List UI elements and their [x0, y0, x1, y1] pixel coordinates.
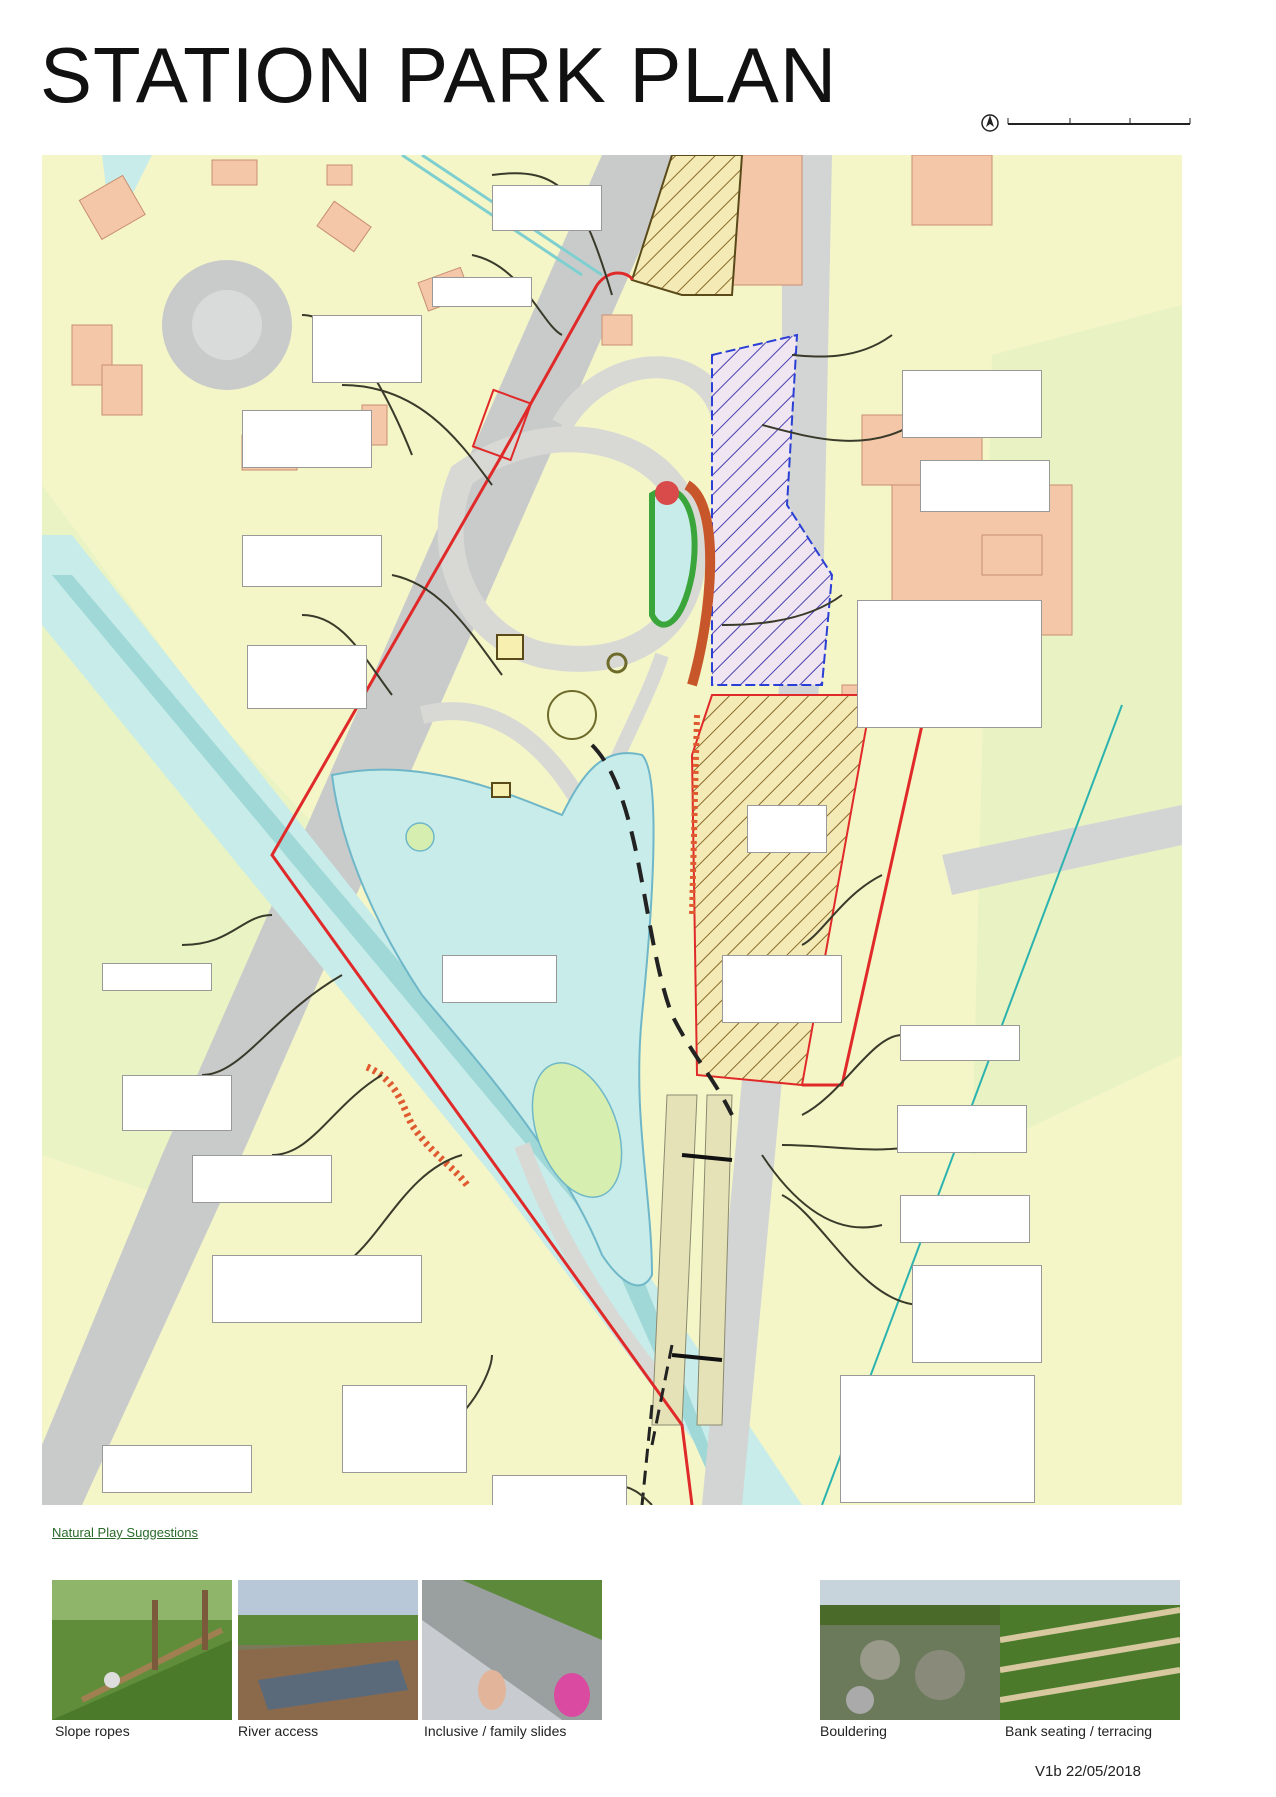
annotation-note [442, 955, 557, 1003]
annotation-note [312, 315, 422, 383]
bouldering-photo [820, 1580, 1000, 1720]
natural-play-label: Natural Play Suggestions [52, 1525, 198, 1540]
annotation-note [492, 185, 602, 231]
annotation-note [900, 1025, 1020, 1061]
annotation-note [102, 963, 212, 991]
annotation-note [840, 1375, 1035, 1503]
annotation-note [122, 1075, 232, 1131]
photo-caption: River access [238, 1723, 319, 1739]
inclusive-family-slides-photo [422, 1580, 602, 1720]
annotation-note [747, 805, 827, 853]
annotation-note [897, 1105, 1027, 1153]
annotation-note [492, 1475, 627, 1505]
annotation-note [342, 1385, 467, 1473]
slope-ropes-photo [52, 1580, 232, 1720]
annotation-note [722, 955, 842, 1023]
north-arrow-scale-icon [980, 108, 1200, 138]
annotation-note [242, 535, 382, 587]
photo-caption: Bouldering [820, 1723, 887, 1739]
photo-caption: Inclusive / family slides [424, 1723, 567, 1739]
annotation-note [102, 1445, 252, 1493]
annotation-note [247, 645, 367, 709]
annotation-note [900, 1195, 1030, 1243]
version-label: V1b 22/05/2018 [1035, 1763, 1141, 1780]
annotation-note [212, 1255, 422, 1323]
annotation-note [192, 1155, 332, 1203]
photo-caption: Slope ropes [55, 1723, 130, 1739]
park-plan-map [42, 155, 1182, 1505]
annotation-note [912, 1265, 1042, 1363]
photo-caption: Bank seating / terracing [1005, 1723, 1153, 1739]
annotation-note [242, 410, 372, 468]
annotation-note [920, 460, 1050, 512]
bank-seating-terracing-photo [1000, 1580, 1180, 1720]
page-title: STATION PARK PLAN [40, 31, 838, 119]
annotation-note [432, 277, 532, 307]
river-access-photo [238, 1580, 418, 1720]
annotation-note [902, 370, 1042, 438]
annotation-note [857, 600, 1042, 728]
